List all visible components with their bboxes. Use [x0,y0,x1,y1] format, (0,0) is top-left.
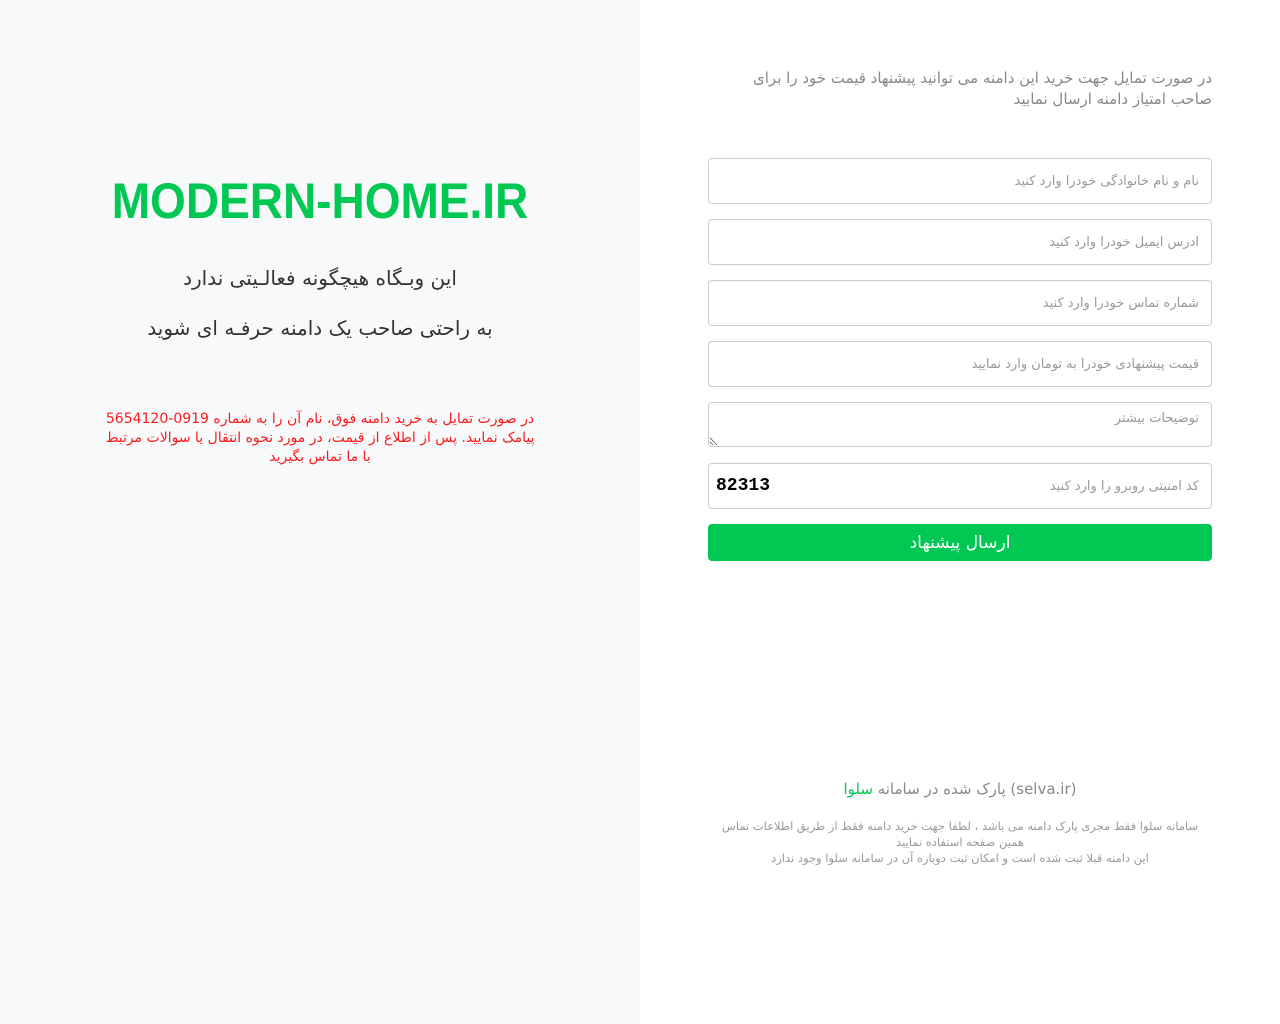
captcha-input[interactable] [708,463,1212,509]
disclaimer [720,818,1200,866]
offer-panel [640,0,1280,1024]
captcha-image: 82313 [716,476,771,496]
inactive-subtitle: این وبـگاه هیچگونه فعالـیتی ندارد [183,266,457,290]
phone-input[interactable] [708,280,1212,326]
selva-link[interactable]: سلوا [843,780,873,798]
contact-note: در صورت تمایل به خرید دامنه فوق، نام آن را به شماره 0919-5654120 پیامک نمایید. پس از اطلاع از قیمت، در مورد نحوه انتقال یا سوالات مرتبط با ما تماس بگیرید [105,411,535,465]
name-input[interactable] [708,158,1212,204]
disclaimer-line-2: این دامنه قبلا ثبت شده است و امکان ثبت دوباره آن در سامانه سلوا وجود ندارد [771,851,1149,865]
submit-offer-button[interactable]: ارسال پیشنهاد [708,524,1212,561]
price-input[interactable] [708,341,1212,387]
form-intro: در صورت تمایل جهت خرید این دامنه می توانید پیشنهاد قیمت خود را برای صاحب امتیاز دامنه ارسال نمایید [753,69,1212,108]
email-input[interactable] [708,219,1212,265]
parked-text: (selva.ir) پارک شده در سامانه [877,780,1077,798]
owner-subtitle: به راحتی صاحب یک دامنه حرفـه ای شوید [147,316,493,340]
disclaimer-line-1: سامانه سلوا فقط مجری پارک دامنه می باشد ، لطفا جهت خرید دامنه فقط از طریق اطلاعات تماس همین صفحه استفاده نمایید [721,819,1199,849]
description-textarea[interactable] [708,402,1212,447]
parked-notice [640,780,1280,798]
domain-title: MODERN-HOME.IR [111,173,529,229]
